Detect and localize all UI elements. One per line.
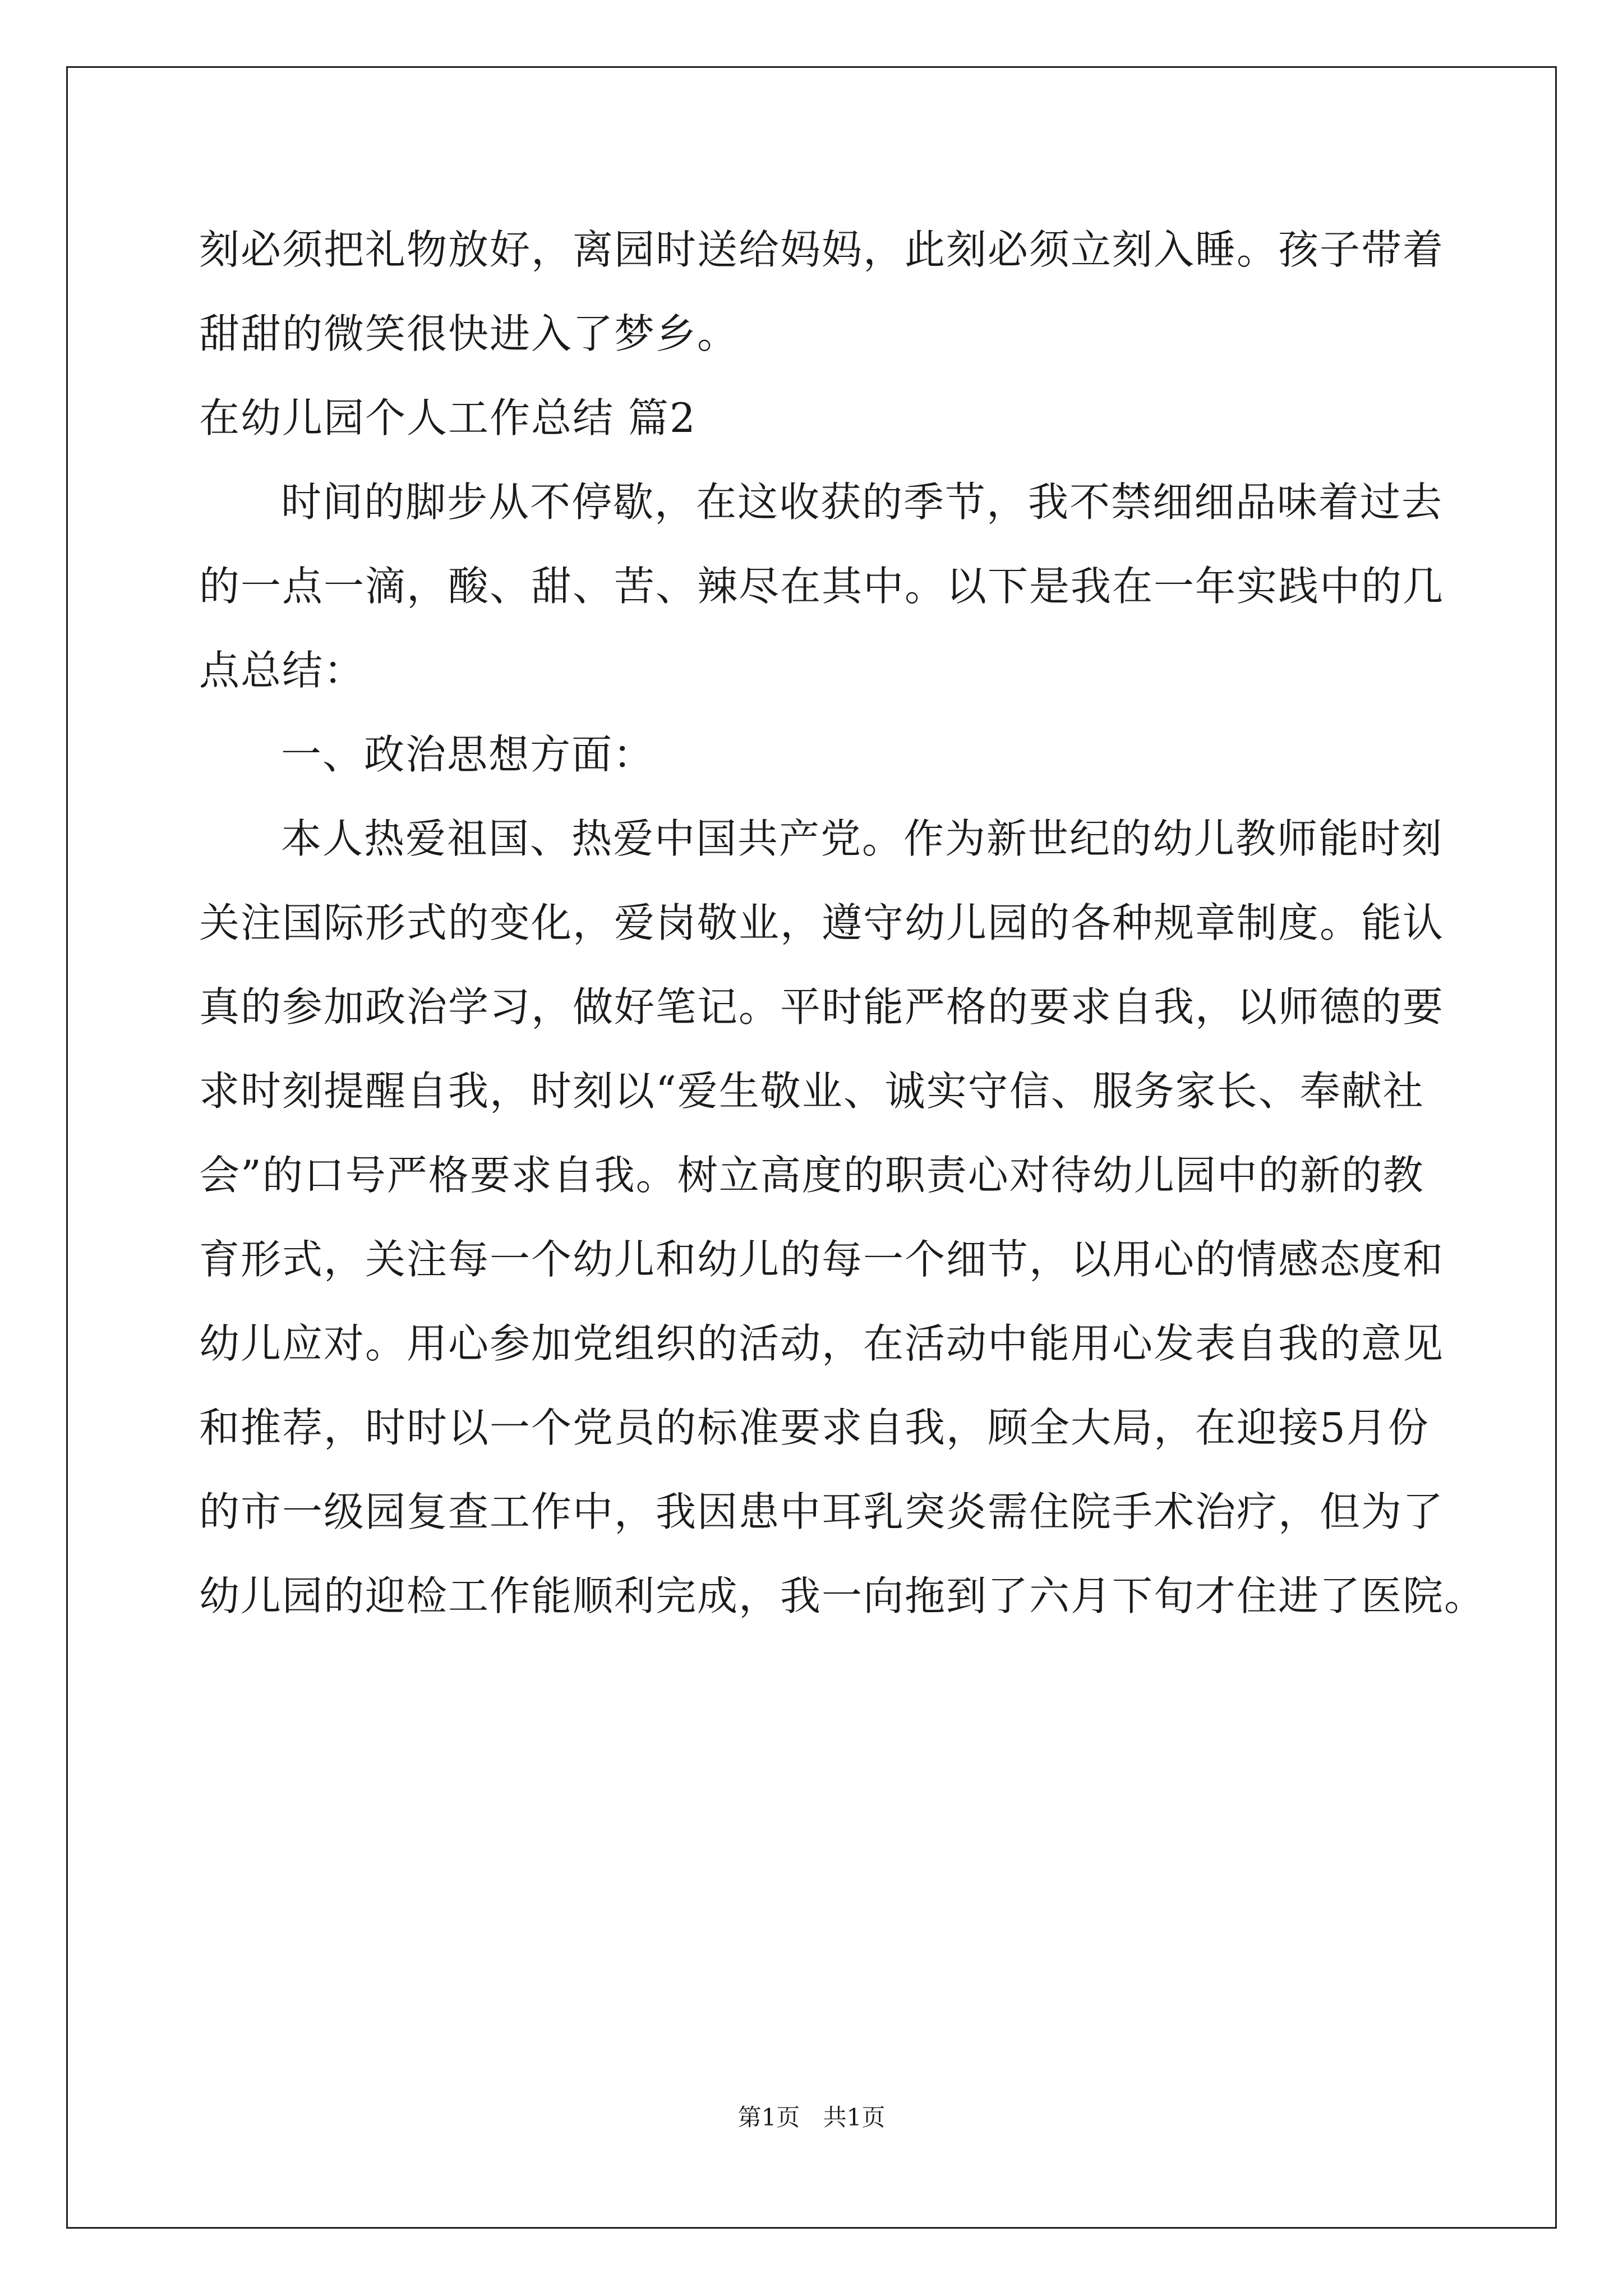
text-line: 育形式，关注每一个幼儿和幼儿的每一个细节，以用心的情感态度和: [199, 1236, 1445, 1283]
text-line: 甜甜的微笑很快进入了梦乡。: [199, 310, 739, 357]
text-line: 的一点一滴，酸、甜、苦、辣尽在其中。以下是我在一年实践中的几: [199, 563, 1445, 610]
text-line: 会”的口号严格要求自我。树立高度的职责心对待幼儿园中的新的教: [199, 1152, 1424, 1199]
text-line: 和推荐，时时以一个党员的标准要求自我，顾全大局，在迎接5月份: [199, 1404, 1430, 1451]
text-line: 幼儿园的迎检工作能顺利完成，我一向拖到了六月下旬才住进了医院。: [199, 1572, 1486, 1619]
section-heading: 在幼儿园个人工作总结 篇2: [199, 394, 697, 441]
text-line: 关注国际形式的变化，爱岗敬业，遵守幼儿园的各种规章制度。能认: [199, 899, 1445, 946]
page-total: 共1页: [823, 2104, 886, 2131]
text-line: 时间的脚步从不停歇，在这收获的季节，我不禁细细品味着过去: [281, 478, 1444, 526]
page-number: 第1页: [737, 2104, 800, 2131]
text-line: 求时刻提醒自我，时刻以“爱生敬业、诚实守信、服务家长、奉献社: [199, 1068, 1424, 1115]
text-line: 幼儿应对。用心参加党组织的活动，在活动中能用心发表自我的意见: [199, 1320, 1445, 1367]
text-line: 的市一级园复查工作中，我因患中耳乳突炎需住院手术治疗，但为了: [199, 1488, 1445, 1535]
text-line: 真的参加政治学习，做好笔记。平时能严格的要求自我，以师德的要: [199, 983, 1445, 1030]
page-footer: [0, 2101, 1623, 2134]
text-line: 本人热爱祖国、热爱中国共产党。作为新世纪的幼儿教师能时刻: [281, 815, 1444, 862]
document-body: [199, 208, 1486, 1638]
text-line: 刻必须把礼物放好，离园时送给妈妈，此刻必须立刻入睡。孩子带着: [199, 226, 1445, 273]
subsection-heading: 一、政治思想方面：: [281, 731, 655, 778]
text-line: 点总结：: [199, 647, 366, 694]
